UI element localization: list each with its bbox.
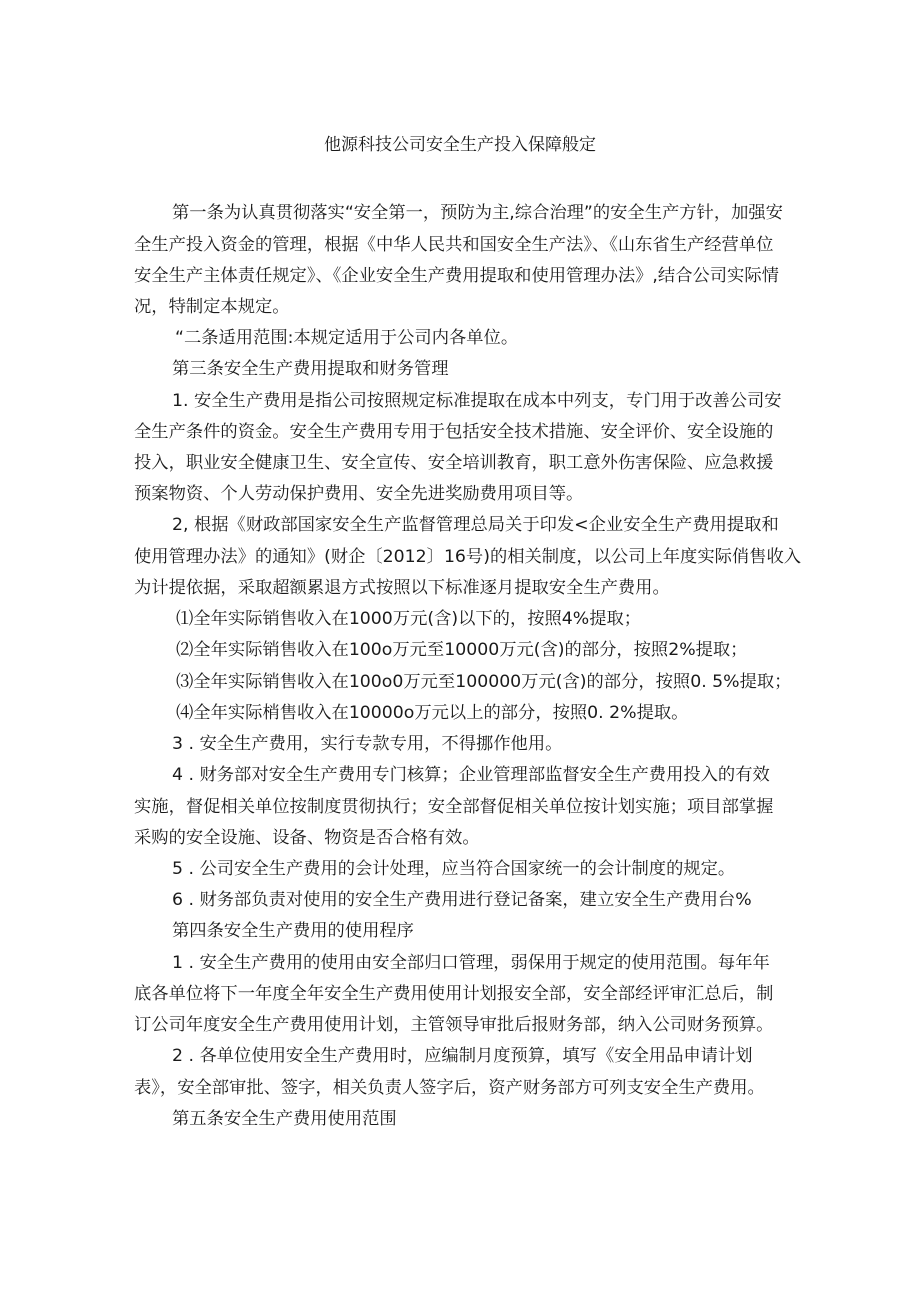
text-line: 订公司年度安全生产费用使用计划，主管领导审批后报财务部，纳入公司财务预算。 <box>134 1015 774 1035</box>
section-heading: 第三条安全生产费用提取和财务管理 <box>172 359 449 379</box>
text-line: 使用管理办法》的通知》(财企〔2012〕16号)的相关制度，以公司上年度实际俏售收入 <box>134 547 802 567</box>
text-line: 6 . 财务部负责对使用的安全生产费用进行登记备案，建立安全生产费用台% <box>172 890 752 910</box>
text-line: 4 . 财务部对安全生产费用专门核算；企业管理部监督安全生产费用投入的有效 <box>172 765 770 785</box>
list-item: ⑷全年实际梢售收入在10000o万元以上的部分，按照0. 2%提取。 <box>176 703 689 723</box>
text-line: 全生产投入资金的管理，根据《中华人民共和国安全生产法》、《山东省生产经营单位 <box>134 235 774 255</box>
text-line: 投入，职业安全健康卫生、安全宣传、安全培训教育，职工意外伤害保险、应急救援 <box>134 453 774 473</box>
text-line: 采购的安全设施、设备、物资是否合格有效。 <box>134 828 480 848</box>
list-item: ⑶全年实际销售收入在100o0万元至100000万元(含)的部分，按照0. 5%提取； <box>176 672 792 692</box>
text-line: “二条适用范围:本规定适用于公司内各单位。 <box>175 328 519 348</box>
text-line: 2 . 各单位使用安全生产费用时，应编制月度预算，填写《安全用品申请计划 <box>172 1046 753 1066</box>
text-line: 安全生产主体责任规定》、《企业安全生产费用提取和使用管理办法》,结合公司实际情 <box>134 266 779 286</box>
text-line: 况，特制定本规定。 <box>134 297 290 317</box>
section-heading: 第五条安全生产费用使用范围 <box>172 1109 397 1129</box>
text-line: 2, 根据《财政部国家安全生产监督管理总局关于印发<企业安全生产费用提取和 <box>172 515 779 535</box>
text-line: 1. 安全生产费用是指公司按照规定标准提取在成本中列支，专门用于改善公司安 <box>172 391 782 411</box>
text-line: 底各单位将下一年度全年安全生产费用使用计划报安全部，安全部经评审汇总后，制 <box>134 984 774 1004</box>
text-line: 为计提依据，采取超额累退方式按照以下标准逐月提取安全生产费用。 <box>134 578 670 598</box>
text-line: 3 . 安全生产费用，实行专款专用，不得挪作他用。 <box>172 734 563 754</box>
section-heading: 第四条安全生产费用的使用程序 <box>172 921 414 941</box>
text-line: 全生产条件的资金。安全生产费用专用于包括安全技术措施、安全评价、安全设施的 <box>134 422 774 442</box>
text-line: 第一条为认真贯彻落实“安全第一，预防为主,综合治理”的安全生产方针，加强安 <box>172 203 783 223</box>
text-line: 实施，督促相关单位按制度贯彻执行；安全部督促相关单位按计划实施；项目部掌握 <box>134 797 774 817</box>
document-title: 他源科技公司安全生产投入保障般定 <box>324 135 596 155</box>
text-line: 预案物资、个人劳动保护费用、安全先进奖励费用项目等。 <box>134 484 584 504</box>
list-item: ⑴全年实际销售收入在1000万元(含)以下的，按照4%提取； <box>176 609 642 629</box>
text-line: 表》，安全部审批、签字，相关负责人签字后，资产财务部方可列支安全生产费用。 <box>134 1078 765 1098</box>
text-line: 5 . 公司安全生产费用的会计处理，应当符合国家统一的会计制度的规定。 <box>172 859 736 879</box>
text-line: 1 . 安全生产费用的使用由安全部归口管理，弱保用于规定的使用范围。每年年 <box>172 953 770 973</box>
list-item: ⑵全年实际销售收入在100o万元至10000万元(含)的部分，按照2%提取； <box>176 640 748 660</box>
